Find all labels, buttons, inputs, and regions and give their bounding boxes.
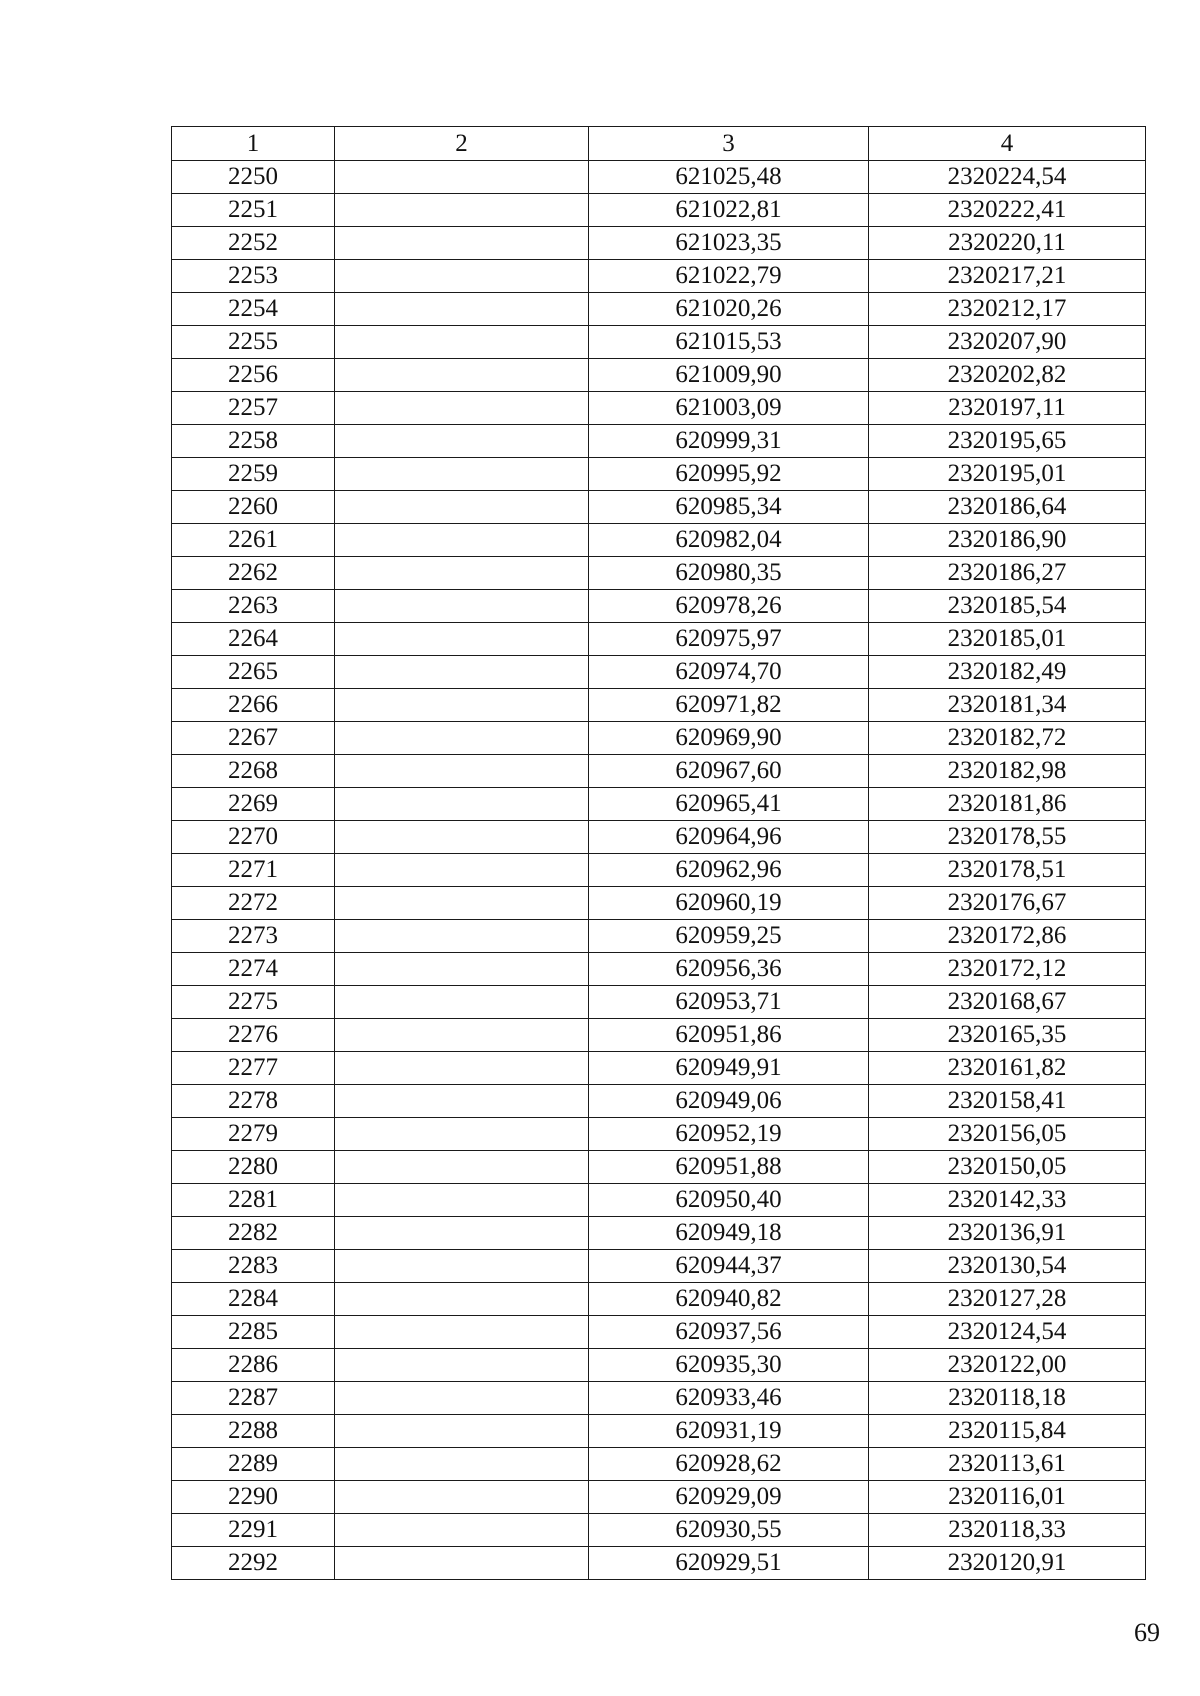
y-coordinate-cell: 2320220,11 (869, 227, 1146, 260)
y-coordinate-cell: 2320197,11 (869, 392, 1146, 425)
table-row (172, 1448, 1146, 1481)
y-coordinate-cell: 2320176,67 (869, 887, 1146, 920)
blank-cell (335, 821, 589, 854)
y-coordinate-cell: 2320142,33 (869, 1184, 1146, 1217)
y-coordinate-cell: 2320224,54 (869, 161, 1146, 194)
blank-cell (335, 623, 589, 656)
table-row (172, 1217, 1146, 1250)
blank-cell (335, 260, 589, 293)
blank-cell (335, 1250, 589, 1283)
point-number-cell: 2254 (172, 293, 335, 326)
y-coordinate-cell: 2320186,90 (869, 524, 1146, 557)
table-row (172, 194, 1146, 227)
point-number-cell: 2270 (172, 821, 335, 854)
blank-cell (335, 1316, 589, 1349)
table-row (172, 986, 1146, 1019)
x-coordinate-cell: 620960,19 (589, 887, 869, 920)
y-coordinate-cell: 2320207,90 (869, 326, 1146, 359)
x-coordinate-cell: 620937,56 (589, 1316, 869, 1349)
y-coordinate-cell: 2320118,18 (869, 1382, 1146, 1415)
blank-cell (335, 1448, 589, 1481)
y-coordinate-cell: 2320222,41 (869, 194, 1146, 227)
blank-cell (335, 722, 589, 755)
point-number-cell: 2252 (172, 227, 335, 260)
point-number-cell: 2261 (172, 524, 335, 557)
point-number-cell: 2291 (172, 1514, 335, 1547)
x-coordinate-cell: 621023,35 (589, 227, 869, 260)
point-number-cell: 2282 (172, 1217, 335, 1250)
x-coordinate-cell: 620951,86 (589, 1019, 869, 1052)
table-row (172, 1316, 1146, 1349)
point-number-cell: 2258 (172, 425, 335, 458)
table-row (172, 1250, 1146, 1283)
point-number-cell: 2284 (172, 1283, 335, 1316)
table-row (172, 1184, 1146, 1217)
point-number-cell: 2283 (172, 1250, 335, 1283)
y-coordinate-cell: 2320172,86 (869, 920, 1146, 953)
blank-cell (335, 392, 589, 425)
blank-cell (335, 1019, 589, 1052)
x-coordinate-cell: 620949,91 (589, 1052, 869, 1085)
point-number-cell: 2268 (172, 755, 335, 788)
table-row (172, 788, 1146, 821)
x-coordinate-cell: 620956,36 (589, 953, 869, 986)
blank-cell (335, 1052, 589, 1085)
x-coordinate-cell: 620974,70 (589, 656, 869, 689)
x-coordinate-cell: 620931,19 (589, 1415, 869, 1448)
point-number-cell: 2257 (172, 392, 335, 425)
blank-cell (335, 1547, 589, 1580)
blank-cell (335, 491, 589, 524)
y-coordinate-cell: 2320182,49 (869, 656, 1146, 689)
y-coordinate-cell: 2320195,65 (869, 425, 1146, 458)
blank-cell (335, 194, 589, 227)
point-number-cell: 2265 (172, 656, 335, 689)
x-coordinate-cell: 621025,48 (589, 161, 869, 194)
point-number-cell: 2275 (172, 986, 335, 1019)
blank-cell (335, 788, 589, 821)
point-number-cell: 2281 (172, 1184, 335, 1217)
table-row (172, 491, 1146, 524)
y-coordinate-cell: 2320122,00 (869, 1349, 1146, 1382)
table-row (172, 227, 1146, 260)
y-coordinate-cell: 2320182,98 (869, 755, 1146, 788)
point-number-cell: 2288 (172, 1415, 335, 1448)
x-coordinate-cell: 620975,97 (589, 623, 869, 656)
blank-cell (335, 1085, 589, 1118)
y-coordinate-cell: 2320217,21 (869, 260, 1146, 293)
x-coordinate-cell: 621022,81 (589, 194, 869, 227)
table-row (172, 953, 1146, 986)
x-coordinate-cell: 621003,09 (589, 392, 869, 425)
point-number-cell: 2287 (172, 1382, 335, 1415)
x-coordinate-cell: 620951,88 (589, 1151, 869, 1184)
x-coordinate-cell: 620929,09 (589, 1481, 869, 1514)
blank-cell (335, 1184, 589, 1217)
x-coordinate-cell: 621020,26 (589, 293, 869, 326)
blank-cell (335, 656, 589, 689)
blank-cell (335, 161, 589, 194)
table-row (172, 854, 1146, 887)
x-coordinate-cell: 621022,79 (589, 260, 869, 293)
y-coordinate-cell: 2320186,64 (869, 491, 1146, 524)
table-row (172, 458, 1146, 491)
x-coordinate-cell: 621015,53 (589, 326, 869, 359)
table-row (172, 326, 1146, 359)
point-number-cell: 2292 (172, 1547, 335, 1580)
blank-cell (335, 326, 589, 359)
table-row (172, 920, 1146, 953)
point-number-cell: 2273 (172, 920, 335, 953)
table-row (172, 1547, 1146, 1580)
point-number-cell: 2272 (172, 887, 335, 920)
x-coordinate-cell: 620999,31 (589, 425, 869, 458)
x-coordinate-cell: 620929,51 (589, 1547, 869, 1580)
table-row (172, 623, 1146, 656)
table-row (172, 524, 1146, 557)
y-coordinate-cell: 2320186,27 (869, 557, 1146, 590)
x-coordinate-cell: 620985,34 (589, 491, 869, 524)
table-row (172, 1118, 1146, 1151)
table-row (172, 1151, 1146, 1184)
blank-cell (335, 227, 589, 260)
table-row (172, 656, 1146, 689)
x-coordinate-cell: 620940,82 (589, 1283, 869, 1316)
table-row (172, 293, 1146, 326)
blank-cell (335, 524, 589, 557)
x-coordinate-cell: 620935,30 (589, 1349, 869, 1382)
x-coordinate-cell: 620969,90 (589, 722, 869, 755)
point-number-cell: 2271 (172, 854, 335, 887)
x-coordinate-cell: 620949,18 (589, 1217, 869, 1250)
y-coordinate-cell: 2320195,01 (869, 458, 1146, 491)
table-row (172, 359, 1146, 392)
y-coordinate-cell: 2320165,35 (869, 1019, 1146, 1052)
point-number-cell: 2290 (172, 1481, 335, 1514)
x-coordinate-cell: 620995,92 (589, 458, 869, 491)
x-coordinate-cell: 620950,40 (589, 1184, 869, 1217)
point-number-cell: 2280 (172, 1151, 335, 1184)
point-number-cell: 2260 (172, 491, 335, 524)
x-coordinate-cell: 620962,96 (589, 854, 869, 887)
x-coordinate-cell: 620982,04 (589, 524, 869, 557)
point-number-cell: 2269 (172, 788, 335, 821)
y-coordinate-cell: 2320178,51 (869, 854, 1146, 887)
point-number-cell: 2250 (172, 161, 335, 194)
table-row (172, 260, 1146, 293)
table-row (172, 557, 1146, 590)
blank-cell (335, 1382, 589, 1415)
table-row (172, 1283, 1146, 1316)
blank-cell (335, 854, 589, 887)
column-header-2: 2 (335, 127, 589, 161)
column-header-4: 4 (869, 127, 1146, 161)
y-coordinate-cell: 2320172,12 (869, 953, 1146, 986)
x-coordinate-cell: 621009,90 (589, 359, 869, 392)
table-row (172, 1052, 1146, 1085)
point-number-cell: 2279 (172, 1118, 335, 1151)
x-coordinate-cell: 620952,19 (589, 1118, 869, 1151)
blank-cell (335, 1349, 589, 1382)
point-number-cell: 2262 (172, 557, 335, 590)
point-number-cell: 2285 (172, 1316, 335, 1349)
page-number: 69 (1134, 1618, 1160, 1647)
table-row (172, 392, 1146, 425)
y-coordinate-cell: 2320150,05 (869, 1151, 1146, 1184)
y-coordinate-cell: 2320156,05 (869, 1118, 1146, 1151)
point-number-cell: 2276 (172, 1019, 335, 1052)
table-row (172, 1349, 1146, 1382)
blank-cell (335, 1415, 589, 1448)
x-coordinate-cell: 620980,35 (589, 557, 869, 590)
table-row (172, 161, 1146, 194)
y-coordinate-cell: 2320127,28 (869, 1283, 1146, 1316)
point-number-cell: 2251 (172, 194, 335, 227)
blank-cell (335, 359, 589, 392)
x-coordinate-cell: 620949,06 (589, 1085, 869, 1118)
y-coordinate-cell: 2320118,33 (869, 1514, 1146, 1547)
blank-cell (335, 953, 589, 986)
y-coordinate-cell: 2320185,54 (869, 590, 1146, 623)
y-coordinate-cell: 2320181,34 (869, 689, 1146, 722)
x-coordinate-cell: 620964,96 (589, 821, 869, 854)
x-coordinate-cell: 620965,41 (589, 788, 869, 821)
point-number-cell: 2253 (172, 260, 335, 293)
y-coordinate-cell: 2320130,54 (869, 1250, 1146, 1283)
blank-cell (335, 590, 589, 623)
point-number-cell: 2286 (172, 1349, 335, 1382)
y-coordinate-cell: 2320115,84 (869, 1415, 1146, 1448)
blank-cell (335, 887, 589, 920)
point-number-cell: 2289 (172, 1448, 335, 1481)
y-coordinate-cell: 2320116,01 (869, 1481, 1146, 1514)
table-row (172, 1382, 1146, 1415)
y-coordinate-cell: 2320181,86 (869, 788, 1146, 821)
y-coordinate-cell: 2320120,91 (869, 1547, 1146, 1580)
x-coordinate-cell: 620928,62 (589, 1448, 869, 1481)
blank-cell (335, 1217, 589, 1250)
blank-cell (335, 689, 589, 722)
y-coordinate-cell: 2320185,01 (869, 623, 1146, 656)
y-coordinate-cell: 2320124,54 (869, 1316, 1146, 1349)
table-row (172, 425, 1146, 458)
y-coordinate-cell: 2320182,72 (869, 722, 1146, 755)
table-row (172, 821, 1146, 854)
blank-cell (335, 1283, 589, 1316)
point-number-cell: 2264 (172, 623, 335, 656)
x-coordinate-cell: 620933,46 (589, 1382, 869, 1415)
y-coordinate-cell: 2320202,82 (869, 359, 1146, 392)
table-row (172, 1085, 1146, 1118)
point-number-cell: 2278 (172, 1085, 335, 1118)
y-coordinate-cell: 2320136,91 (869, 1217, 1146, 1250)
table-row (172, 887, 1146, 920)
point-number-cell: 2266 (172, 689, 335, 722)
point-number-cell: 2263 (172, 590, 335, 623)
point-number-cell: 2255 (172, 326, 335, 359)
y-coordinate-cell: 2320178,55 (869, 821, 1146, 854)
point-number-cell: 2267 (172, 722, 335, 755)
blank-cell (335, 293, 589, 326)
blank-cell (335, 458, 589, 491)
point-number-cell: 2274 (172, 953, 335, 986)
point-number-cell: 2277 (172, 1052, 335, 1085)
y-coordinate-cell: 2320113,61 (869, 1448, 1146, 1481)
table-header (172, 127, 1146, 161)
x-coordinate-cell: 620978,26 (589, 590, 869, 623)
blank-cell (335, 1481, 589, 1514)
blank-cell (335, 986, 589, 1019)
x-coordinate-cell: 620959,25 (589, 920, 869, 953)
blank-cell (335, 1514, 589, 1547)
x-coordinate-cell: 620953,71 (589, 986, 869, 1019)
point-number-cell: 2259 (172, 458, 335, 491)
blank-cell (335, 1118, 589, 1151)
blank-cell (335, 920, 589, 953)
table-body (172, 161, 1146, 1580)
x-coordinate-cell: 620930,55 (589, 1514, 869, 1547)
x-coordinate-cell: 620944,37 (589, 1250, 869, 1283)
x-coordinate-cell: 620967,60 (589, 755, 869, 788)
blank-cell (335, 425, 589, 458)
blank-cell (335, 557, 589, 590)
y-coordinate-cell: 2320168,67 (869, 986, 1146, 1019)
blank-cell (335, 755, 589, 788)
y-coordinate-cell: 2320212,17 (869, 293, 1146, 326)
table-row (172, 689, 1146, 722)
table-row (172, 722, 1146, 755)
y-coordinate-cell: 2320161,82 (869, 1052, 1146, 1085)
table-row (172, 1481, 1146, 1514)
table-row (172, 755, 1146, 788)
y-coordinate-cell: 2320158,41 (869, 1085, 1146, 1118)
column-header-3: 3 (589, 127, 869, 161)
point-number-cell: 2256 (172, 359, 335, 392)
column-header-1: 1 (172, 127, 335, 161)
header-row (172, 127, 1146, 161)
table-row (172, 1415, 1146, 1448)
table-row (172, 1514, 1146, 1547)
table-row (172, 590, 1146, 623)
blank-cell (335, 1151, 589, 1184)
coordinates-table (171, 126, 1146, 1580)
table-row (172, 1019, 1146, 1052)
x-coordinate-cell: 620971,82 (589, 689, 869, 722)
